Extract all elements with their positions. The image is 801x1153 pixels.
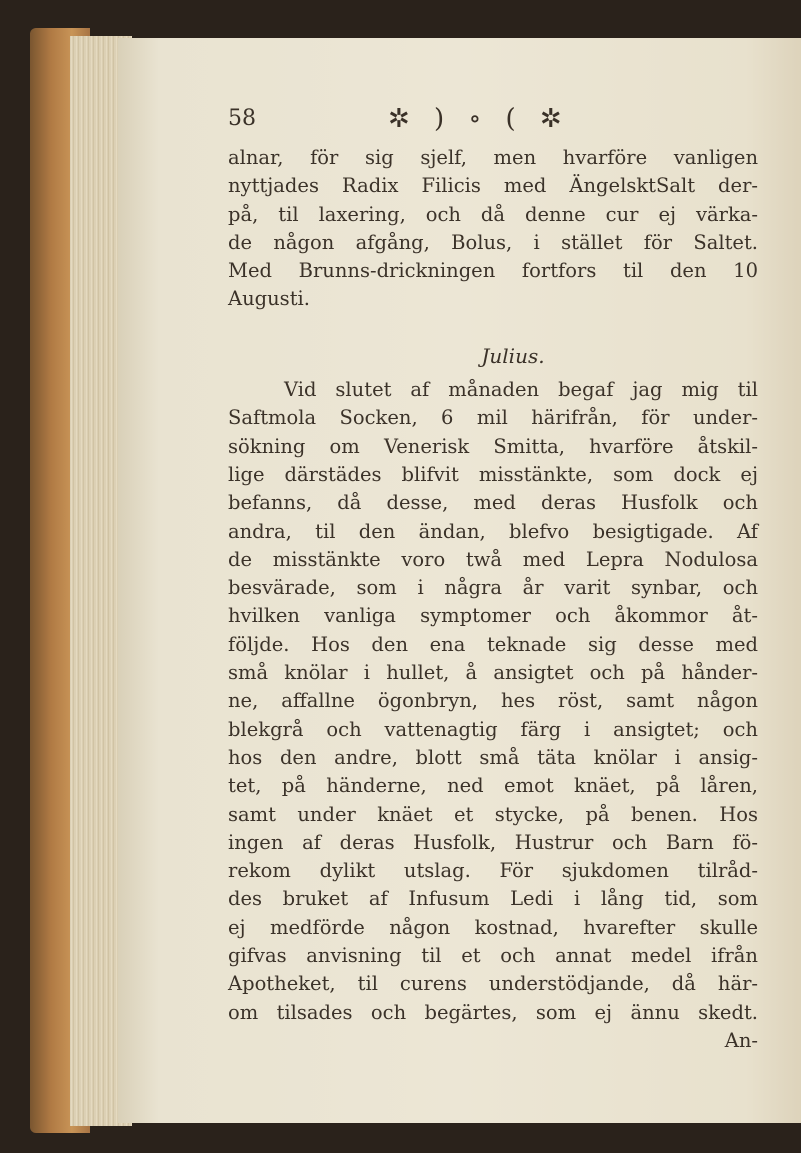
text-line: des bruket af Infusum Ledi i lång tid, som (228, 887, 758, 911)
text-line: ingen af deras Husfolk, Hustrur och Barn fö- (228, 830, 758, 854)
text-line: de misstänkte voro twå med Lepra Nodulosa (228, 547, 758, 571)
text-line: befanns, då desse, med deras Husfolk och (228, 491, 758, 515)
text-line: om tilsades och begärtes, som ej ännu skedt. (228, 1000, 758, 1024)
text-line: ej medförde någon kostnad, hvarefter skulle (228, 915, 758, 939)
text-line: andra, til den ändan, blefvo besigtigade. Af (228, 519, 758, 543)
text-line: på, til laxering, och då denne cur ej värka- (228, 202, 758, 226)
text-line: Saftmola Socken, 6 mil härifrån, för under- (228, 406, 758, 430)
text-line: blekgrå och vattenagtig färg i ansigtet; och (228, 717, 758, 741)
catchword: An- (724, 1028, 758, 1052)
text-line: rekom dylikt utslag. För sjukdomen tilråd- (228, 859, 758, 883)
text-line: gifvas anvisning til et och annat medel ifrån (228, 944, 758, 968)
text-line: besvärade, som i några år varit synbar, och (228, 576, 758, 600)
text-line: Vid slutet af månaden begaf jag mig til (284, 378, 758, 402)
text-line: följde. Hos den ena teknade sig desse med (228, 632, 758, 656)
page-header (228, 104, 748, 144)
text-line: Apotheket, til curens understödjande, då här- (228, 972, 758, 996)
text-line: små knölar i hullet, å ansigtet och på hånder- (228, 661, 758, 685)
text-line: samt under knäet et stycke, på benen. Hos (228, 802, 758, 826)
page-number: 58 (228, 106, 256, 131)
text-line: Med Brunns-drickningen fortfors til den 10 (228, 259, 758, 283)
text-line: de någon afgång, Bolus, i stället för Saltet. (228, 230, 758, 254)
text-line: nyttjades Radix Filicis med ÄngelsktSalt der- (228, 174, 758, 198)
header-ornament: ✲ ) ∘ ( ✲ (388, 104, 570, 134)
page-text (228, 144, 758, 1055)
text-line: alnar, för sig sjelf, men hvarföre vanligen (228, 146, 758, 169)
text-line: Augusti. (228, 287, 310, 311)
section-heading: Julius. (481, 343, 545, 368)
text-line: tet, på händerne, ned emot knäet, på låren, (228, 774, 758, 798)
text-line: hos den andre, blott små täta knölar i ansig- (228, 745, 758, 769)
text-line: sökning om Venerisk Smitta, hvarföre åtskil- (228, 434, 758, 458)
text-line: hvilken vanliga symptomer och åkommor åt- (228, 604, 758, 628)
text-line: ne, affallne ögonbryn, hes röst, samt någon (228, 689, 758, 713)
text-line: lige därstädes blifvit misstänkte, som dock ej (228, 462, 758, 486)
